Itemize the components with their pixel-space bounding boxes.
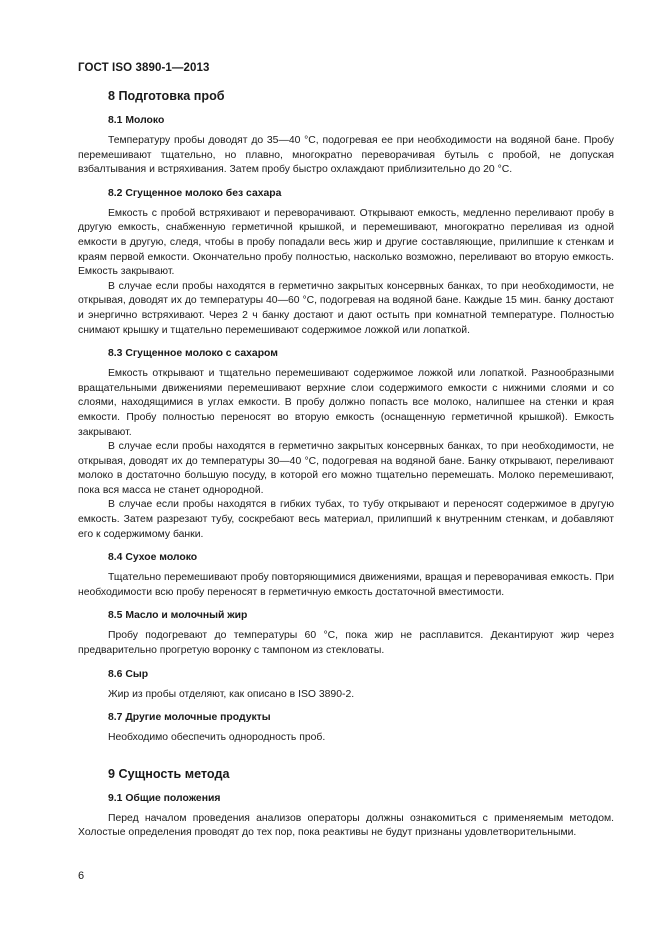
page-content <box>78 88 614 850</box>
subsection-title: 8.7 Другие молочные продукты <box>108 712 271 724</box>
subsection-8-4 <box>78 551 614 600</box>
subsection-title: 8.3 Сгущенное молоко с сахаром <box>108 348 278 360</box>
page-number: 6 <box>78 870 85 882</box>
subsection-8-7 <box>78 711 614 746</box>
subsection-title: 8.2 Сгущенное молоко без сахара <box>108 187 282 199</box>
subsection-8-6 <box>78 668 614 703</box>
subsection-8-2 <box>78 187 614 338</box>
paragraph: Емкость с пробой встряхивают и переворачивают. Открывают емкость, медленно переливают пробу в другую емкость, снабженную герметичной крышкой, и перемешивают, многократно переливая из одной емкости в другую, следя, чтобы в пробу попадали весь жир и другие составляющие, прилипшие к стенкам и краям первой емкости. Окончательно пробу полностью, насколько возможно, переливают во вторую емкость. Емкость закрывают. <box>78 207 614 278</box>
section-8-title: 8 Подготовка проб <box>108 89 225 103</box>
paragraph: Емкость открывают и тщательно перемешивают содержимое ложкой или лопаткой. Разнообразными вращательными движениями перемешивают верхние слои содержимого емкости с нижними слоями и со слоями, находящимися в углах емкости. В пробу должно попасть все молоко, налипшее на стенки и края емкости. Пробу полностью переносят во вторую емкость (оснащенную герметичной крышкой). Емкость закрывают. <box>78 368 614 438</box>
subsection-title: 8.5 Масло и молочный жир <box>108 610 248 622</box>
paragraph: Перед началом проведения анализов операторы должны ознакомиться с применяемым методом. Холостые определения проводят до тех пор, пока реактивы не будут признаны удовлетворительными. <box>78 812 614 839</box>
paragraph: Температуру пробы доводят до 35—40 °С, подогревая ее при необходимости на водяной бане. Пробу перемешивают тщательно, но плавно, многократно переворачивая бутыль с пробой, не допуская взбалтывания и встряхивания. Затем пробу быстро охлаждают приблизительно до 20 °С. <box>78 135 614 176</box>
subsection-8-1 <box>78 114 614 178</box>
subsection-8-3 <box>78 347 614 542</box>
standard-header: ГОСТ ISO 3890-1—2013 <box>78 62 210 74</box>
subsection-9-1 <box>78 792 614 841</box>
paragraph: Тщательно перемешивают пробу повторяющимися движениями, вращая и переворачивая емкость. При необходимости всю пробу переносят в герметичную емкость достаточной вместимости. <box>78 572 614 598</box>
paragraph: Пробу подогревают до температуры 60 °С, пока жир не расплавится. Декантируют жир через предварительно прогретую воронку с тампоном из стекловаты. <box>78 630 614 657</box>
paragraph: В случае если пробы находятся в герметично закрытых консервных банках, то при необходимости, не открывая, доводят их до температуры 40—60 °С, подогревая на водяной бане. Каждые 15 мин. банку достают и энергично встряхивают. Через 2 ч банку достают и дают остыть при комнатной температуре. Полностью снимают крышку и тщательно перемешивают содержимое ложкой или лопаткой. <box>78 280 614 336</box>
section-9-title: 9 Сущность метода <box>108 766 230 781</box>
subsection-title: 8.1 Молоко <box>108 115 165 126</box>
paragraph: В случае если пробы находятся в гибких тубах, то тубу открывают и переносят содержимое в другую емкость. Затем разрезают тубу, соскребают весь материал, прилипший к внутренним стенкам, и добавляют его к содержимому банки. <box>78 499 614 540</box>
subsection-title: 8.4 Сухое молоко <box>108 552 198 564</box>
paragraph: В случае если пробы находятся в герметично закрытых консервных банках, то при необходимости, не открывая, доводят их до температуры 30—40 °С, подогревая на водяной бане. Банку открывают, переливают молоко в достаточно большую посуду, в которой его можно тщательно перемешать. Молоко перемешивают, пока вся масса не станет однородной. <box>78 441 614 496</box>
subsection-8-5 <box>78 609 614 658</box>
subsection-title: 9.1 Общие положения <box>108 792 221 804</box>
paragraph: Жир из пробы отделяют, как описано в ISO 3890-2. <box>108 688 355 700</box>
paragraph: Необходимо обеспечить однородность проб. <box>108 732 326 744</box>
subsection-title: 8.6 Сыр <box>108 668 149 680</box>
